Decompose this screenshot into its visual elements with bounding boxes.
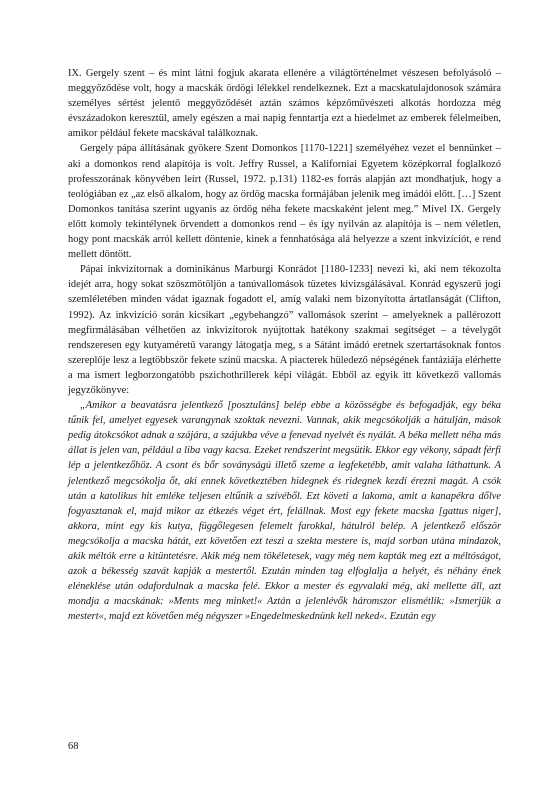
paragraph-2: Gergely pápa állításának gyökere Szent Domonkos [1170-1221] személyéhez vezet el bennünket – aki a domonkos rend alapítója is volt. Jeffry Russel, a Kaliforniai Egyetem középkorral foglalkozó professzorának könyvében leírt (Russel, 1972. p.131) 1182-es forrás alapján azt mondhatjuk, hogy a teológiában ez „az első alkalom, hogy az ördög macska formájában jelenik meg imádói előtt. […] Szent Domonkos tanítása szerint ugyanis az ördög néha fekete macskaként jelent meg.” Mivel IX. Gergely előtt komoly tekintélynek örvendett a domonkos rend – és így nyilván az alapítója is – nem véletlen, hogy pont macskák arról kellett döntenie, kinek a fennhatósága alá helyezze a szent inkvizíciót, e rend mellett döntött.	[68, 143, 501, 261]
paragraph-1: IX. Gergely szent – és mint látni fogjuk akarata ellenére a világtörténelmet vészesen befolyásoló – meggyőződése volt, hogy a macskák ördögi lélekkel rendelkeznek. Ezt a macskatulajdonosok számára személyes sértést jelentő meggyőződését aztán számos képzőművészeti alkotás hordozza még évszázadokon keresztül, amely egészen a mai napig fenntartja ezt a hiedelmet az emberek félelmeiben, amikor például fekete macskával találkoznak.	[68, 68, 501, 140]
paragraph-3: Pápai inkvizítornak a dominikánus Marburgi Konrádot [1180-1233] nevezi ki, aki nem tékozolta idejét arra, hogy sokat szöszmötöljön a tanúvallomások tüzetes kivizsgálásával. Konrád egyszerű jogi szemléletében minden vádat igaznak fogadott el, amíg valaki nem bizonyította ártatlanságát (Clifton, 1992). Az inkvizíció során kicsikart „egybehangzó” vallomások szerint – amelyeknek a pallérozott megfirmálásában vélhetően az inkvizítorok nyújtottak hatékony szakmai segítséget – a tévelygőt rendszeresen egy kutyaméretű varangy látogatja meg, s a Sátánt imádó eretnek szertartásoknak fontos szereplője lesz a legtöbbször fekete színű macska. A piacterek hüledező népségének fantáziája elérhette a ma ismert legborzongatóbb pszichothrillerek képi világát. Ebből az egyik itt következő vallomás jegyzőkönyve:	[68, 264, 501, 396]
body-text	[68, 66, 501, 624]
page-number: 68	[68, 741, 79, 752]
quoted-testimony: „Amikor a beavatásra jelentkező [posztuláns] belép ebbe a közösségbe és befogadják, egy béka tűnik fel, amelyet egyesek varangynak szoktak nevezni. Vannak, akik megcsókolják a hátulján, mások pedig átokcsókot adnak a szájára, a szájukba véve a fenevad nyelvét és nyálát. A béka mellett néha más állat is jelen van, például a liba vagy kacsa. Ezeket rendszerint megsütik. Ekkor egy vékony, sápadt férfi lép a jelentkezőhöz. A csont és bőr soványságú illető szeme a legfeketébb, amit valaha láthattunk. A jelentkező megcsókolja őt, aki ennek következtében hidegnek és ridegnek kezdi érezni magát. A csók után a katolikus hit emléke teljesen eltűnik a szívéből. Ezt követi a lakoma, amit a kanapékra dőlve fogyasztanak el, majd mikor az étkezés véget ért, felállnak. Most egy fekete macska [gattus niger], akkora, mint egy kis kutya, függőlegesen felemelt farokkal, hátulról belép. A jelentkező először megcsókolja a macska hátát, ezt követően ezt teszi a szekta mestere is, majd sorban utána mindazok, akik méltók erre a kitüntetésre. Akik még nem tökéletesek, vagy még nem kapták meg ezt a méltóságot, azok a békesség szavát kapják a mestertől. Ezután minden tag elfoglalja a helyét, és néhány ének eléneklése után odafordulnak a macska felé. Ekkor a mester és egyvalaki még, aki mellette áll, azt mondja a macskának: »Ments meg minket!« Aztán a jelenlévők háromszor elismétlik: »Ismerjük a mestert«, majd ezt követően még négyszer »Engedelmeskednünk kell neked«. Ezután egy	[68, 400, 501, 623]
